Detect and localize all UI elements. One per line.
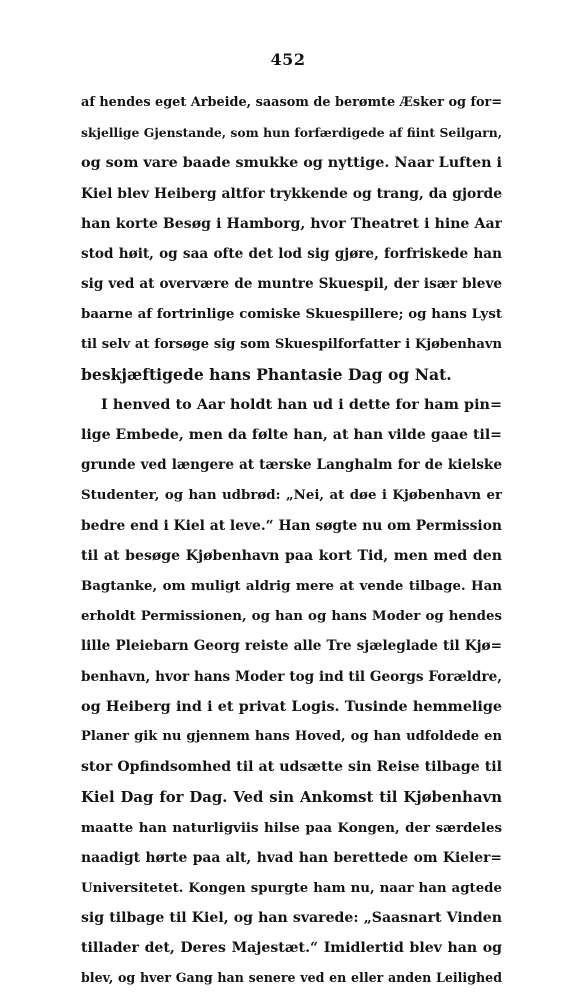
text-line: erholdt Permissionen, og han og hans Moder og hendes (81, 608, 502, 625)
text-line: I henved to Aar holdt han ud i dette for ham pin= (101, 396, 502, 413)
text-line: Kiel Dag for Dag. Ved sin Ankomst til Kjøbenhavn (81, 788, 502, 807)
text-line: sig tilbage til Kiel, og han svarede: „Saasnart Vinden (81, 910, 502, 927)
text-line: Universitetet. Kongen spurgte ham nu, naar han agtede (81, 879, 502, 896)
text-line: til at besøge Kjøbenhavn paa kort Tid, men med den (81, 547, 502, 564)
text-line: Planer gik nu gjennem hans Hoved, og han udfoldede en (81, 728, 502, 744)
text-line: Bagtanke, om muligt aldrig mere at vende tilbage. Han (81, 578, 502, 594)
text-line: og Heiberg ind i et privat Logis. Tusinde hemmelige (81, 698, 502, 715)
text-line: tillader det, Deres Majestæt.“ Imidlertid blev han og (81, 940, 502, 957)
text-line: Kiel blev Heiberg altfor trykkende og trang, da gjorde (81, 185, 502, 202)
text-line: til selv at forsøge sig som Skuespilforfatter i Kjøbenhavn (81, 336, 502, 352)
text-line: og som vare baade smukke og nyttige. Naar Luften i (81, 155, 502, 172)
text-line: skjellige Gjenstande, som hun forfærdigede af fiint Seilgarn, (81, 125, 502, 141)
text-line: blev, og hver Gang han senere ved en eller anden Leilighed (81, 970, 502, 986)
text-line: stor Opfindsomhed til at udsætte sin Reise tilbage til (81, 759, 502, 776)
text-line: grunde ved længere at tærske Langhalm for de kielske (81, 457, 502, 474)
body-text (81, 88, 502, 994)
text-line: naadigt hørte paa alt, hvad han berettede om Kieler= (81, 849, 502, 866)
text-line: beskjæftigede hans Phantasie Dag og Nat. (81, 364, 452, 384)
text-line: baarne af fortrinlige comiske Skuespillere; og hans Lyst (81, 306, 502, 323)
text-line: benhavn, hvor hans Moder tog ind til Georgs Forældre, (81, 668, 502, 685)
text-line: han korte Besøg i Hamborg, hvor Theatret i hine Aar (81, 215, 502, 232)
text-line: af hendes eget Arbeide, saasom de berømte Æsker og for= (81, 95, 502, 110)
text-line: sig ved at overvære de muntre Skuespil, der især bleve (81, 276, 502, 293)
text-line: lille Pleiebarn Georg reiste alle Tre sjæleglade til Kjø= (81, 638, 502, 655)
text-line: Studenter, og han udbrød: „Nei, at døe i Kjøbenhavn er (81, 487, 502, 504)
text-line: lige Embede, men da følte han, at han vilde gaae til= (81, 427, 502, 444)
page-number: 452 (270, 50, 306, 69)
text-line: stod høit, og saa ofte det lod sig gjøre, forfriskede han (81, 245, 502, 262)
text-line: maatte han naturligviis hilse paa Kongen, der særdeles (81, 819, 502, 836)
text-line: bedre end i Kiel at leve.“ Han søgte nu om Permission (81, 517, 502, 534)
